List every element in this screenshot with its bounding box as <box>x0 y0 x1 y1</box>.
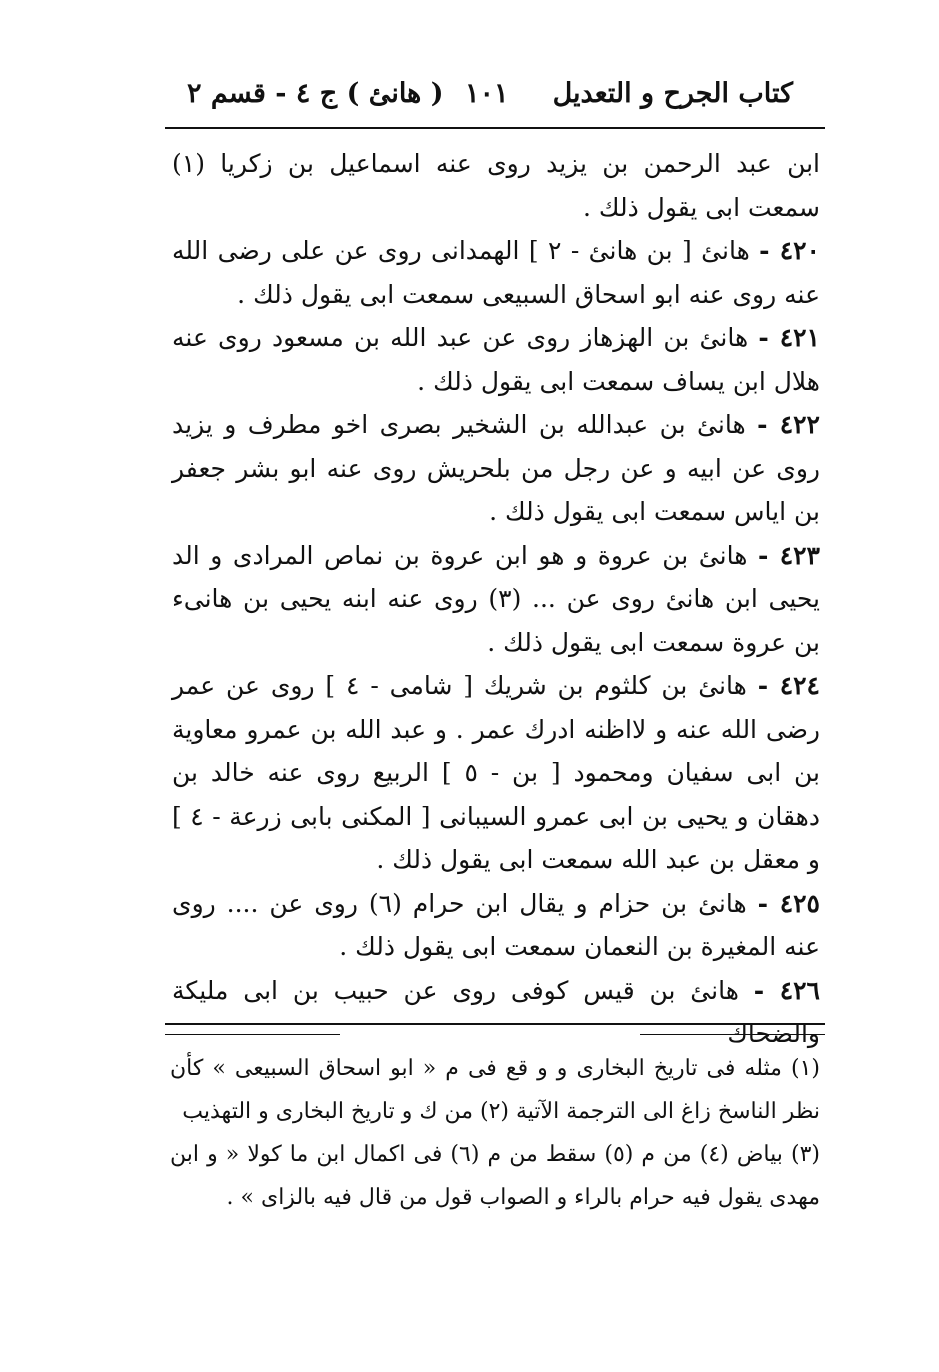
footnote-rule-short-left <box>165 1034 340 1035</box>
entry-text: هانئ بن عروة و هو ابن عروة بن نماص المرادى و الد يحيى ابن هانئ روى عن ... (٣) روى عنه ابنه يحيى بن هانىء بن عروة سمعت ابى يقول ذلك . <box>172 540 820 657</box>
entry-text: هانئ بن قيس كوفى روى عن حبيب بن ابى مليكة والضحاك <box>172 975 820 1048</box>
footnotes <box>170 1047 820 1219</box>
footnote-rule-short-right <box>640 1034 825 1035</box>
page-number: ١٠١ <box>465 78 509 109</box>
main-text <box>172 142 820 1056</box>
footnote-block: (١) مثله فى تاريخ البخارى و و قع فى م « ابو اسحاق السبيعى » كأن نظر الناسخ زاغ الى الترجمة الآتية (٢) من ك و تاريخ البخارى و التهذيب <box>170 1056 820 1124</box>
entry-text: هانئ بن كلثوم بن شريك [ شامى - ٤ ] روى عن عمر رضى الله عنه و لااظنه ادرك عمر . و عبد الله بن عمرو معاوية بن ابى سفيان ومحمود [ بن - ٥ ] الربيع روى عنه خالد بن دهقان و يحيى بن ابى عمرو السيبانى [ المكنى بابى زرعة - ٤ ] و معقل بن عبد الله سمعت ابى يقول ذلك . <box>172 671 820 874</box>
entry-text: هانئ [ بن هانئ - ٢ ] الهمدانى روى عن على رضى الله عنه روى عنه ابو اسحاق السبيعى سمعت ابى يقول ذلك . <box>172 236 820 309</box>
header-rule <box>165 127 825 129</box>
footnote-block: (٣) بياض (٤) من م (٥) سقط من م (٦) فى اكمال ابن ما كولا « و ابن مهدى يقول فيه حرام بالراء و الصواب قول من قال فيه بالزاى » . <box>170 1142 820 1210</box>
entry-text: هانئ بن عبدالله بن الشخير بصرى اخو مطرف و يزيد روى عن ابيه و عن رجل من بلحريش روى عنه ابو بشر جعفر بن اياس سمعت ابى يقول ذلك . <box>172 410 820 526</box>
entry-number: ٤٢٤ - <box>757 671 820 700</box>
entry-text: هانئ بن حزام و يقال ابن حرام (٦) روى عن .... روى عنه المغيرة بن النعمان سمعت ابى يقول ذلك . <box>172 888 820 961</box>
book-title: كتاب الجرح و التعديل <box>552 78 793 109</box>
entry-number: ٤٢٣ - <box>757 540 820 570</box>
entry-text: ابن عبد الرحمن بن يزيد روى عنه اسماعيل بن زكريا (١) سمعت ابى يقول ذلك . <box>172 149 820 222</box>
entry-420 <box>172 229 820 316</box>
entry-425 <box>172 882 820 969</box>
page-header <box>165 78 825 120</box>
entry-426 <box>172 969 820 1056</box>
entry-number: ٤٢٠ - <box>759 236 820 265</box>
entry-number: ٤٢٢ - <box>757 410 820 439</box>
entry-number: ٤٢٥ - <box>757 888 820 918</box>
entry-422 <box>172 403 820 534</box>
entry-number: ٤٢٦ - <box>753 975 820 1005</box>
entry-423 <box>172 534 820 665</box>
entry-424 <box>172 664 820 882</box>
entry-continuation <box>172 142 820 229</box>
entry-text: هانئ بن الهزهاز روى عن عبد الله بن مسعود روى عنه هلال ابن يساف سمعت ابى يقول ذلك . <box>172 323 820 396</box>
section-label: ( هانئ ) ج ٤ - قسم ٢ <box>187 78 444 109</box>
entry-number: ٤٢١ - <box>758 323 820 352</box>
footnote-rule <box>165 1023 825 1025</box>
entry-421 <box>172 316 820 403</box>
